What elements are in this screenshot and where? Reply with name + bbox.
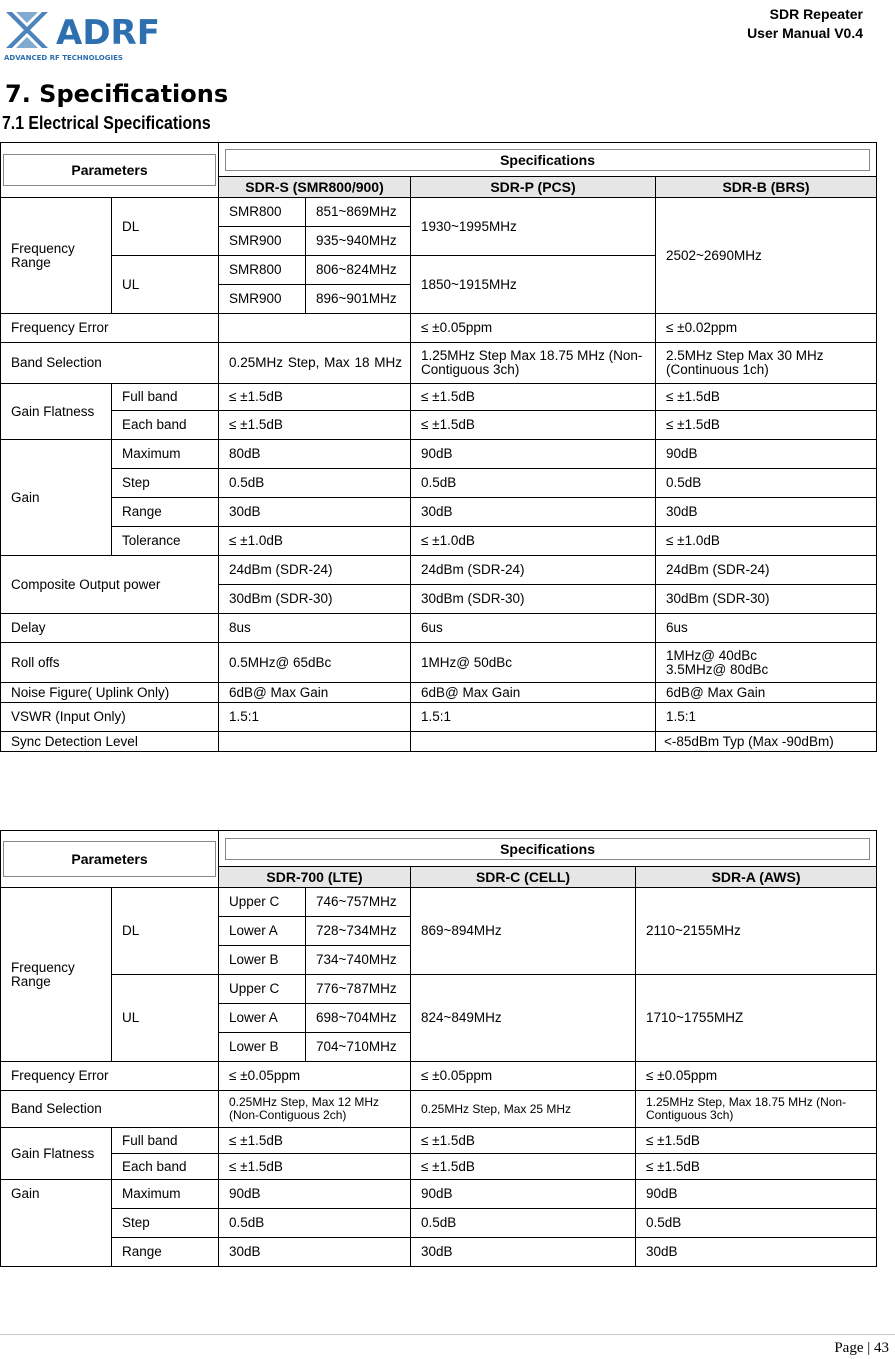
vswr-b: 1.5:1: [656, 703, 877, 732]
gain-step-label: Step: [112, 469, 219, 498]
gf-each-aws: ≤ ±1.5dB: [636, 1154, 877, 1180]
gain-range-cell: 30dB: [411, 1238, 636, 1267]
gain-tol-b: ≤ ±1.0dB: [656, 527, 877, 556]
vswr-label: VSWR (Input Only): [1, 703, 219, 732]
dl-label: DL: [112, 198, 219, 256]
sync-p: [411, 732, 656, 752]
gf-full-cell: ≤ ±1.5dB: [411, 1128, 636, 1154]
lower-a-label: Lower A: [219, 1004, 306, 1033]
specs-header-2: Specifications: [219, 831, 877, 867]
doc-title: SDR Repeater: [769, 6, 863, 22]
smr900-label: SMR900: [219, 227, 306, 256]
full-band-label-2: Full band: [112, 1128, 219, 1154]
gain-range-label-2: Range: [112, 1238, 219, 1267]
freq-error-b: ≤ ±0.02ppm: [656, 314, 877, 343]
ul-label: UL: [112, 256, 219, 314]
gain-maximum-label: Maximum: [112, 440, 219, 469]
gf-each-lte: ≤ ±1.5dB: [219, 1154, 411, 1180]
band-selection-s: 0.25MHz Step, Max 18 MHz: [219, 343, 411, 384]
gain-step-label-2: Step: [112, 1209, 219, 1238]
gain-max-p: 90dB: [411, 440, 656, 469]
noise-s: 6dB@ Max Gain: [219, 683, 411, 703]
cop-p-30: 30dBm (SDR-30): [411, 585, 656, 614]
cop-label: Composite Output power: [1, 556, 219, 614]
gain-range-label: Range: [112, 498, 219, 527]
gain-flatness-label-2: Gain Flatness: [1, 1128, 112, 1180]
upper-c-label: Upper C: [219, 975, 306, 1004]
smr800-label: SMR800: [219, 256, 306, 285]
freq-range-label-2: Frequency Range: [1, 888, 112, 1062]
freq-error-label-2: Frequency Error: [1, 1062, 219, 1091]
col-header-sdr-b: SDR-B (BRS): [656, 177, 877, 198]
lower-b-label: Lower B: [219, 1033, 306, 1062]
ul-smr800-value: 806~824MHz: [306, 256, 411, 285]
dl-upper-c-value: 746~757MHz: [306, 888, 411, 917]
subsection-title: 7.1 Electrical Specifications: [2, 113, 211, 133]
noise-b: 6dB@ Max Gain: [656, 683, 877, 703]
specs-header: Specifications: [219, 143, 877, 177]
dl-smr900-value: 935~940MHz: [306, 227, 411, 256]
gain-step-p: 0.5dB: [411, 469, 656, 498]
band-selection-lte: 0.25MHz Step, Max 12 MHz (Non-Contiguous 2ch): [219, 1091, 411, 1128]
gain-range-lte: 30dB: [219, 1238, 411, 1267]
pcs-ul-value: 1850~1915MHz: [411, 256, 656, 314]
gain-max-cell: 90dB: [411, 1180, 636, 1209]
brs-range-value: 2502~2690MHz: [656, 198, 877, 314]
freq-error-s: [219, 314, 411, 343]
full-band-label: Full band: [112, 384, 219, 411]
col-header-sdr-700: SDR-700 (LTE): [219, 867, 411, 888]
rolloffs-s: 0.5MHz@ 65dBc: [219, 643, 411, 683]
band-selection-label: Band Selection: [1, 343, 219, 384]
gf-each-p: ≤ ±1.5dB: [411, 411, 656, 440]
gain-tolerance-label: Tolerance: [112, 527, 219, 556]
logo-tagline: ADVANCED RF TECHNOLOGIES: [4, 54, 123, 62]
noise-p: 6dB@ Max Gain: [411, 683, 656, 703]
cop-s-30: 30dBm (SDR-30): [219, 585, 411, 614]
each-band-label-2: Each band: [112, 1154, 219, 1180]
gf-each-cell: ≤ ±1.5dB: [411, 1154, 636, 1180]
upper-c-label: Upper C: [219, 888, 306, 917]
freq-error-aws: ≤ ±0.05ppm: [636, 1062, 877, 1091]
gain-tol-s: ≤ ±1.0dB: [219, 527, 411, 556]
freq-error-label: Frequency Error: [1, 314, 219, 343]
dl-lower-b-value: 734~740MHz: [306, 946, 411, 975]
lower-a-label: Lower A: [219, 917, 306, 946]
delay-p: 6us: [411, 614, 656, 643]
gain-max-aws: 90dB: [636, 1180, 877, 1209]
aws-dl-value: 2110~2155MHz: [636, 888, 877, 975]
doc-header-title: [747, 5, 863, 43]
cop-s-24: 24dBm (SDR-24): [219, 556, 411, 585]
gain-flatness-label: Gain Flatness: [1, 384, 112, 440]
gf-full-aws: ≤ ±1.5dB: [636, 1128, 877, 1154]
sync-s: [219, 732, 411, 752]
gain-step-b: 0.5dB: [656, 469, 877, 498]
cell-ul-value: 824~849MHz: [411, 975, 636, 1062]
delay-s: 8us: [219, 614, 411, 643]
gain-step-s: 0.5dB: [219, 469, 411, 498]
col-header-sdr-s: SDR-S (SMR800/900): [219, 177, 411, 198]
gf-full-b: ≤ ±1.5dB: [656, 384, 877, 411]
sync-b: <-85dBm Typ (Max -90dBm): [656, 732, 877, 752]
gain-step-lte: 0.5dB: [219, 1209, 411, 1238]
sync-label: Sync Detection Level: [1, 732, 219, 752]
lower-b-label: Lower B: [219, 946, 306, 975]
adrf-logo: [2, 4, 172, 62]
cop-b-30: 30dBm (SDR-30): [656, 585, 877, 614]
ul-upper-c-value: 776~787MHz: [306, 975, 411, 1004]
gain-label: Gain: [1, 440, 112, 556]
gain-range-s: 30dB: [219, 498, 411, 527]
gain-tol-p: ≤ ±1.0dB: [411, 527, 656, 556]
gain-range-p: 30dB: [411, 498, 656, 527]
footer-divider: [0, 1334, 895, 1335]
gf-full-p: ≤ ±1.5dB: [411, 384, 656, 411]
page-header: [0, 0, 895, 66]
delay-label: Delay: [1, 614, 219, 643]
section-title: 7. Specifications: [5, 80, 229, 108]
smr900-label: SMR900: [219, 285, 306, 314]
gain-range-b: 30dB: [656, 498, 877, 527]
aws-ul-value: 1710~1755MHZ: [636, 975, 877, 1062]
dl-label-2: DL: [112, 888, 219, 975]
rolloffs-label: Roll offs: [1, 643, 219, 683]
band-selection-label-2: Band Selection: [1, 1091, 219, 1128]
col-header-sdr-c: SDR-C (CELL): [411, 867, 636, 888]
gf-full-s: ≤ ±1.5dB: [219, 384, 411, 411]
gain-step-cell: 0.5dB: [411, 1209, 636, 1238]
gain-max-s: 80dB: [219, 440, 411, 469]
doc-subtitle: User Manual V0.4: [747, 25, 863, 41]
each-band-label: Each band: [112, 411, 219, 440]
cell-dl-value: 869~894MHz: [411, 888, 636, 975]
gain-maximum-label-2: Maximum: [112, 1180, 219, 1209]
freq-range-label: Frequency Range: [1, 198, 112, 314]
delay-b: 6us: [656, 614, 877, 643]
dl-smr800-value: 851~869MHz: [306, 198, 411, 227]
rolloffs-b: 1MHz@ 40dBc 3.5MHz@ 80dBc: [656, 643, 877, 683]
page-number: Page | 43: [834, 1340, 889, 1356]
col-header-sdr-a: SDR-A (AWS): [636, 867, 877, 888]
gf-each-s: ≤ ±1.5dB: [219, 411, 411, 440]
freq-error-p: ≤ ±0.05ppm: [411, 314, 656, 343]
gf-each-b: ≤ ±1.5dB: [656, 411, 877, 440]
gain-label-2: Gain: [1, 1180, 112, 1267]
smr800-label: SMR800: [219, 198, 306, 227]
logo-wordmark: ADRF: [56, 13, 160, 53]
ul-smr900-value: 896~901MHz: [306, 285, 411, 314]
pcs-dl-value: 1930~1995MHz: [411, 198, 656, 256]
rolloffs-p: 1MHz@ 50dBc: [411, 643, 656, 683]
vswr-s: 1.5:1: [219, 703, 411, 732]
freq-error-lte: ≤ ±0.05ppm: [219, 1062, 411, 1091]
band-selection-aws: 1.25MHz Step, Max 18.75 MHz (Non-Contiguous 3ch): [636, 1091, 877, 1128]
ul-lower-a-value: 698~704MHz: [306, 1004, 411, 1033]
spec-table-2: [0, 830, 877, 1267]
params-header: Parameters: [1, 143, 219, 198]
gain-step-aws: 0.5dB: [636, 1209, 877, 1238]
freq-error-cell: ≤ ±0.05ppm: [411, 1062, 636, 1091]
band-selection-b: 2.5MHz Step Max 30 MHz (Continuous 1ch): [656, 343, 877, 384]
cop-b-24: 24dBm (SDR-24): [656, 556, 877, 585]
cop-p-24: 24dBm (SDR-24): [411, 556, 656, 585]
spec-table-1: [0, 142, 877, 752]
col-header-sdr-p: SDR-P (PCS): [411, 177, 656, 198]
gain-max-lte: 90dB: [219, 1180, 411, 1209]
gain-range-aws: 30dB: [636, 1238, 877, 1267]
ul-label-2: UL: [112, 975, 219, 1062]
dl-lower-a-value: 728~734MHz: [306, 917, 411, 946]
band-selection-cell: 0.25MHz Step, Max 25 MHz: [411, 1091, 636, 1128]
band-selection-p: 1.25MHz Step Max 18.75 MHz (Non-Contiguous 3ch): [411, 343, 656, 384]
gf-full-lte: ≤ ±1.5dB: [219, 1128, 411, 1154]
params-header-2: Parameters: [1, 831, 219, 888]
ul-lower-b-value: 704~710MHz: [306, 1033, 411, 1062]
gain-max-b: 90dB: [656, 440, 877, 469]
noise-label: Noise Figure( Uplink Only): [1, 683, 219, 703]
vswr-p: 1.5:1: [411, 703, 656, 732]
